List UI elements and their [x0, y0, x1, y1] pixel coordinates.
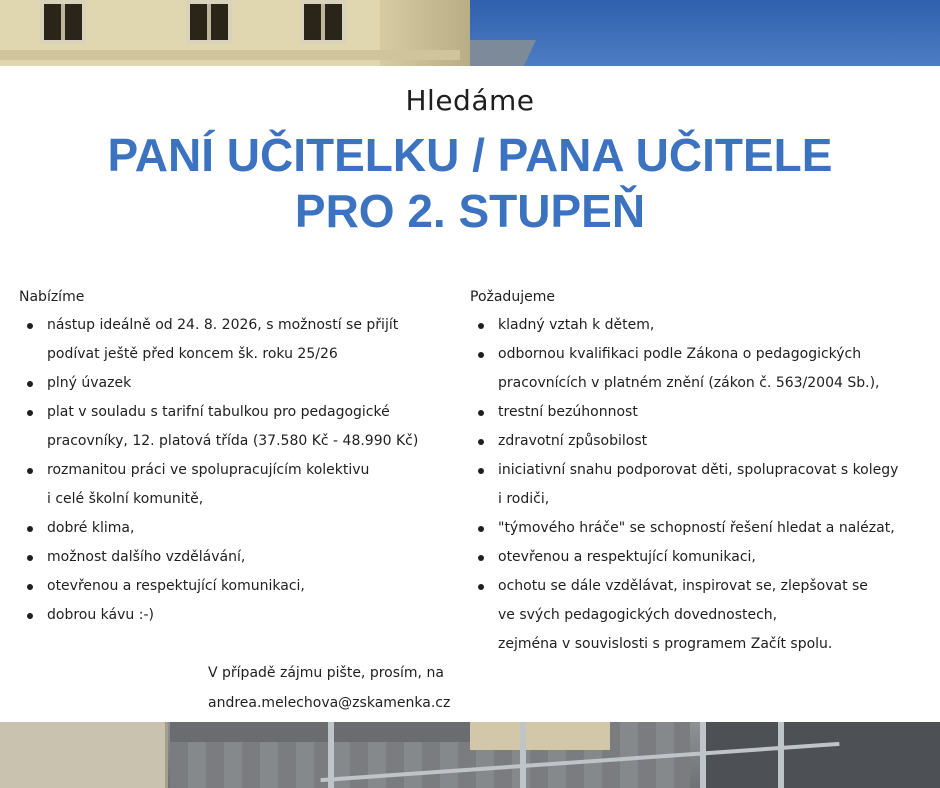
railing-post [778, 722, 784, 788]
list-item-continuation: pracovníky, 12. platová třída (37.580 Kč - 48.990 Kč) [47, 433, 419, 449]
cornice [0, 50, 460, 60]
offer-heading: Nabízíme [19, 289, 85, 305]
list-item: plat v souladu s tarifní tabulkou pro pedagogické [19, 398, 464, 427]
offer-section [19, 287, 464, 630]
list-item: "týmového hráče" se schopností řešení hledat a nalézat, [470, 514, 938, 543]
railing-post [328, 722, 334, 788]
concrete-block [470, 722, 610, 750]
window [300, 0, 346, 44]
list-item-continuation: pracovnících v platném znění (zákon č. 563/2004 Sb.), [498, 375, 880, 391]
list-item: kladný vztah k dětem, [470, 311, 938, 340]
page-title-line2: PRO 2. STUPEŇ [294, 185, 646, 237]
list-item: zdravotní způsobilost [470, 427, 938, 456]
list-item: ochotu se dále vzdělávat, inspirovat se, zlepšovat se [470, 572, 938, 601]
requirements-section [470, 287, 938, 659]
contact-text: V případě zájmu pište, prosím, na [208, 665, 444, 681]
list-item-continuation: ve svých pedagogických dovednostech, [498, 607, 778, 623]
kicker-text: Hledáme [405, 84, 535, 117]
sky [460, 0, 940, 66]
list-item-continuation: zejména v souvislosti s programem Začít spolu. [498, 636, 833, 652]
list-item: otevřenou a respektující komunikaci, [470, 543, 938, 572]
window [40, 0, 86, 44]
list-item-continuation: i celé školní komunitě, [47, 491, 204, 507]
page-title-line1: PANÍ UČITELKU / PANA UČITELE [107, 129, 833, 181]
list-item: nástup ideálně od 24. 8. 2026, s možností se přijít [19, 311, 464, 340]
list-item: dobrou kávu :-) [19, 601, 464, 630]
contact-email[interactable]: andrea.melechova@zskamenka.cz [208, 695, 451, 711]
list-item: možnost dalšího vzdělávání, [19, 543, 464, 572]
list-item: iniciativní snahu podporovat děti, spolupracovat s kolegy [470, 456, 938, 485]
offer-list [19, 311, 464, 630]
concrete-block [0, 722, 168, 788]
road [700, 722, 940, 788]
requirements-list [470, 311, 938, 659]
list-item-continuation: podívat ještě před koncem šk. roku 25/26 [47, 346, 338, 362]
window [186, 0, 232, 44]
requirements-heading: Požadujeme [470, 289, 555, 305]
railing-post [520, 722, 526, 788]
railing-post [700, 722, 706, 788]
list-item: trestní bezúhonnost [470, 398, 938, 427]
list-item: rozmanitou práci ve spolupracujícím kolektivu [19, 456, 464, 485]
contact-block [208, 658, 450, 718]
list-item: plný úvazek [19, 369, 464, 398]
list-item: dobré klima, [19, 514, 464, 543]
list-item: otevřenou a respektující komunikaci, [19, 572, 464, 601]
list-item-continuation: i rodiči, [498, 491, 550, 507]
list-item: odbornou kvalifikaci podle Zákona o pedagogických [470, 340, 938, 369]
background-photo-bottom [0, 722, 940, 788]
background-photo-top [0, 0, 940, 66]
